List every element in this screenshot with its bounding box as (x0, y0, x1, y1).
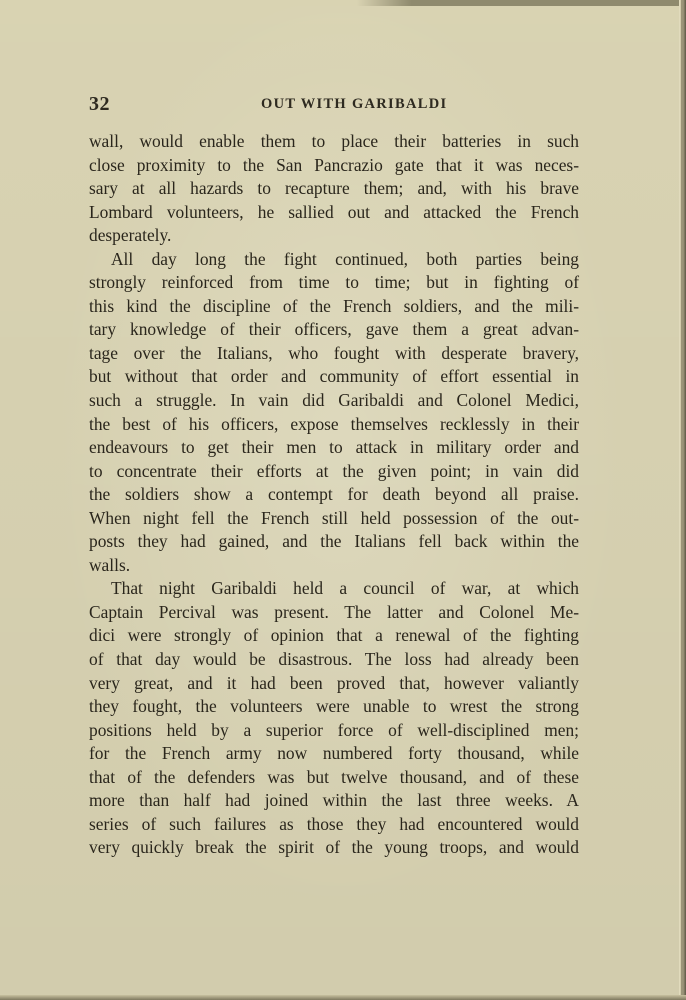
text-line: positions held by a superior force of well-disciplined men; (89, 719, 579, 740)
text-line: strongly reinforced from time to time; but in fighting of (89, 272, 579, 293)
text-line: the best of his officers, expose themselves recklessly in their (89, 413, 579, 434)
text-line: more than half had joined within the last three weeks. A (89, 790, 579, 811)
text-line: walls. (89, 554, 131, 575)
text-line: That night Garibaldi held a council of war, at which (111, 578, 579, 599)
page-header (89, 93, 579, 117)
text-line: that of the defenders was but twelve thousand, and of these (89, 766, 579, 787)
page-number: 32 (89, 93, 110, 115)
text-line: dici were strongly of opinion that a renewal of the fighting (89, 625, 579, 646)
running-head: OUT WITH GARIBALDI (261, 96, 448, 112)
text-line: tary knowledge of their officers, gave them a great advan- (89, 319, 579, 340)
text-line: such a struggle. In vain did Garibaldi and Colonel Medici, (89, 390, 579, 411)
page-bottom-edge (0, 995, 686, 1000)
text-line: very quickly break the spirit of the young troops, and would (89, 837, 579, 858)
text-line: to concentrate their efforts at the given point; in vain did (89, 460, 579, 481)
text-line: posts they had gained, and the Italians fell back within the (89, 531, 579, 552)
text-line: the soldiers show a contempt for death beyond all praise. (89, 484, 579, 505)
text-line: series of such failures as those they had encountered would (89, 813, 579, 834)
text-line: tage over the Italians, who fought with desperate bravery, (89, 342, 579, 363)
text-line: wall, would enable them to place their batteries in such (89, 131, 579, 151)
text-line: very great, and it had been proved that, however valiantly (89, 672, 579, 693)
page-right-edge (679, 0, 686, 1000)
body-text (89, 130, 579, 860)
text-line: When night fell the French still held possession of the out- (89, 507, 579, 528)
text-line: this kind the discipline of the French soldiers, and the mili- (89, 295, 579, 316)
text-line: they fought, the volunteers were unable to wrest the strong (89, 696, 579, 717)
text-line: for the French army now numbered forty thousand, while (89, 743, 579, 764)
text-line: sary at all hazards to recapture them; and, with his brave (89, 178, 579, 199)
edge-shade (681, 0, 683, 1000)
text-line: Lombard volunteers, he sallied out and attacked the French (89, 201, 579, 222)
text-line: All day long the fight continued, both parties being (111, 248, 579, 269)
text-line: endeavours to get their men to attack in military order and (89, 437, 579, 458)
text-line: desperately. (89, 225, 172, 246)
text-line: of that day would be disastrous. The loss had already been (89, 649, 579, 670)
text-line: but without that order and community of effort essential in (89, 366, 579, 387)
text-line: Captain Percival was present. The latter and Colonel Me- (89, 601, 579, 622)
text-line: close proximity to the San Pancrazio gate that it was neces- (89, 154, 579, 175)
page-top-edge (0, 0, 686, 6)
